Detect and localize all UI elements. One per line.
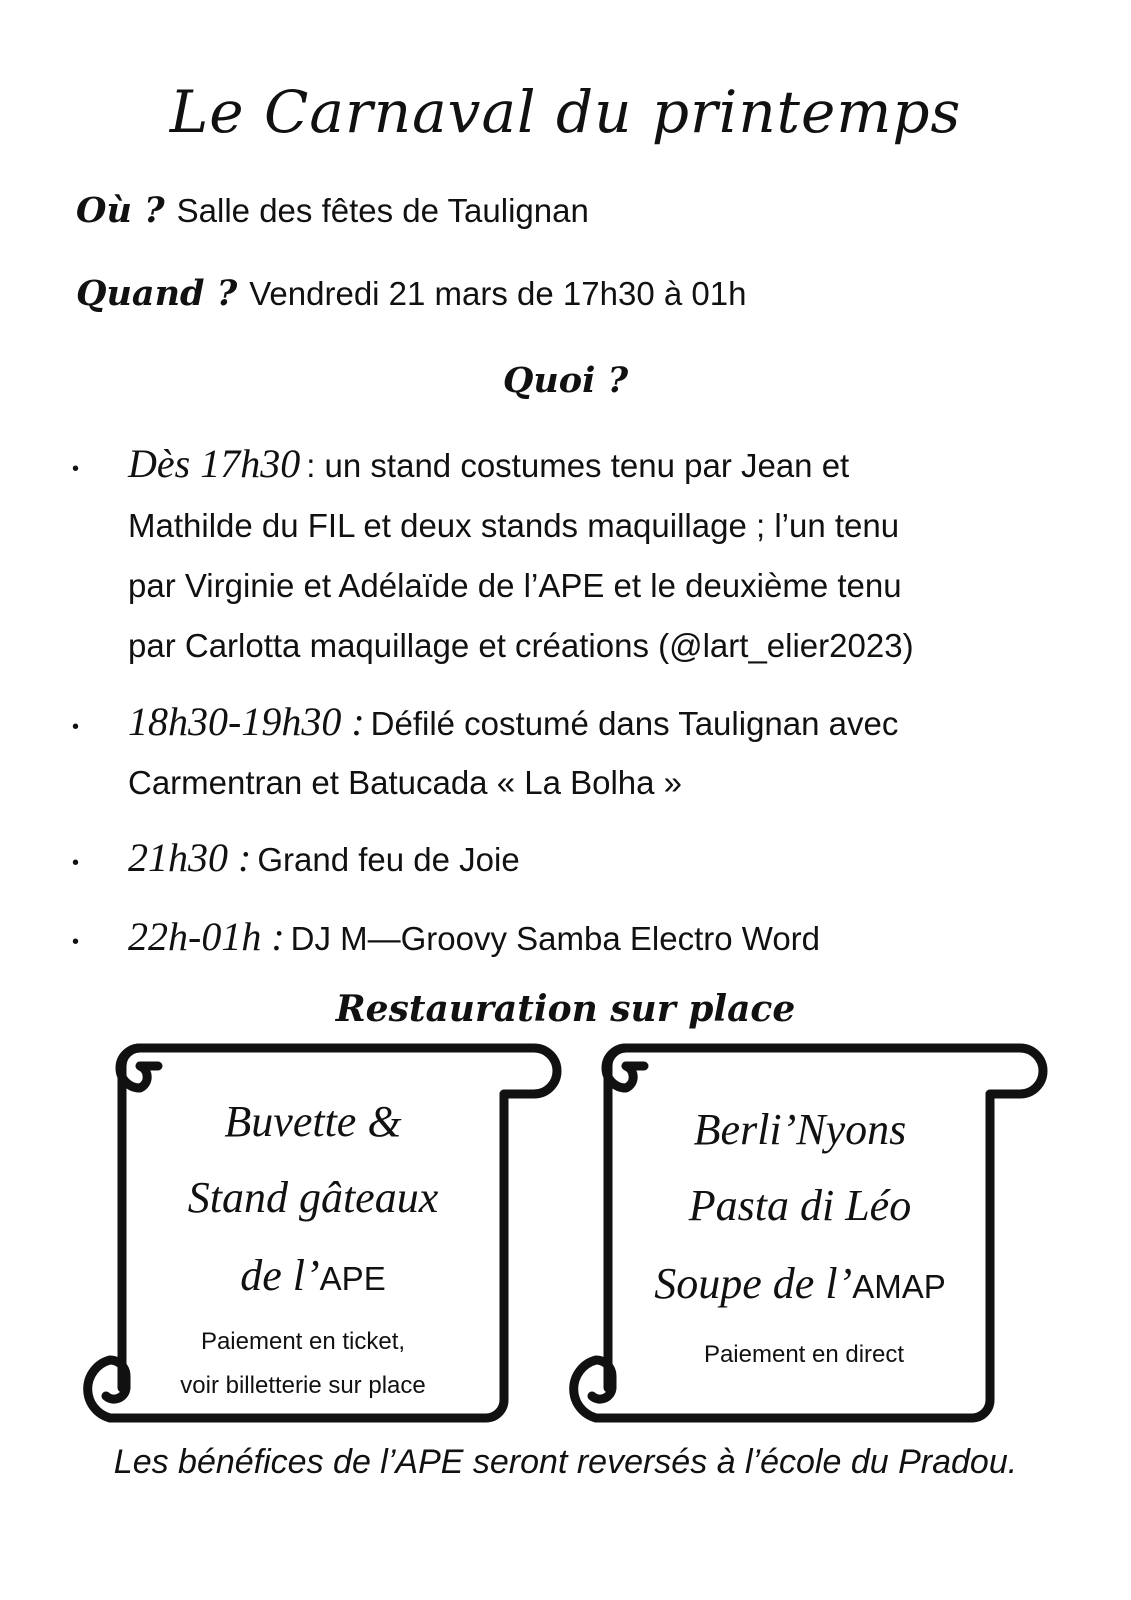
box-left-line-3 xyxy=(128,1250,498,1301)
box-right-line-3-caps: AMAP xyxy=(852,1268,946,1305)
bullet: • xyxy=(72,458,80,480)
when-value: Vendredi 21 mars de 17h30 à 01h xyxy=(249,275,747,312)
program-item-1-text: : un stand costumes tenu par Jean et xyxy=(306,447,850,484)
bullet: • xyxy=(72,931,80,953)
bullet: • xyxy=(72,716,80,738)
box-right-note-1: Paiement en direct xyxy=(703,1341,905,1368)
where-value: Salle des fêtes de Taulignan xyxy=(176,192,589,229)
restauration-heading: Restauration sur place xyxy=(335,988,796,1030)
box-right-line-3 xyxy=(614,1258,986,1309)
program-item-2-text: Défilé costumé dans Taulignan avec xyxy=(370,705,899,742)
box-left-line-1: Buvette & xyxy=(224,1097,402,1146)
box-right-line-1: Berli’Nyons xyxy=(693,1105,907,1154)
program-item-1-time: Dès 17h30 xyxy=(128,441,301,486)
box-left-note-1: Paiement en ticket, xyxy=(200,1328,406,1355)
bullet: • xyxy=(72,852,80,874)
what-heading: Quoi ? xyxy=(502,360,629,401)
page-title: Le Carnaval du printemps xyxy=(169,78,962,146)
program-item-3-time: 21h30 : xyxy=(128,835,252,880)
box-right-line-2: Pasta di Léo xyxy=(688,1181,912,1230)
box-right-line-3-script: Soupe de l’ xyxy=(654,1259,853,1308)
when-label: Quand ? xyxy=(76,273,238,314)
program-item-3-text: Grand feu de Joie xyxy=(257,841,520,878)
program-item-1-line-3: par Virginie et Adélaïde de l’APE et le deuxième tenu xyxy=(128,567,902,604)
program-item-2-time: 18h30-19h30 : xyxy=(128,699,365,744)
footer-note: Les bénéfices de l’APE seront reversés à l’école du Pradou. xyxy=(113,1443,1018,1481)
program-item-1-line-2: Mathilde du FIL et deux stands maquillage ; l’un tenu xyxy=(128,507,900,544)
box-left-line-2: Stand gâteaux xyxy=(187,1173,439,1222)
where-label: Où ? xyxy=(76,190,165,231)
program-item-4-text: DJ M—Groovy Samba Electro Word xyxy=(290,920,821,957)
program-item-2-line-2: Carmentran et Batucada « La Bolha » xyxy=(128,764,683,801)
box-left-line-3-caps: APE xyxy=(319,1260,386,1297)
program-item-4-time: 22h-01h : xyxy=(128,914,285,959)
box-left-note-2: voir billetterie sur place xyxy=(180,1372,426,1399)
program-item-1-line-4: par Carlotta maquillage et créations (@lart_elier2023) xyxy=(128,627,914,664)
box-left-line-3-script: de l’ xyxy=(240,1251,320,1300)
